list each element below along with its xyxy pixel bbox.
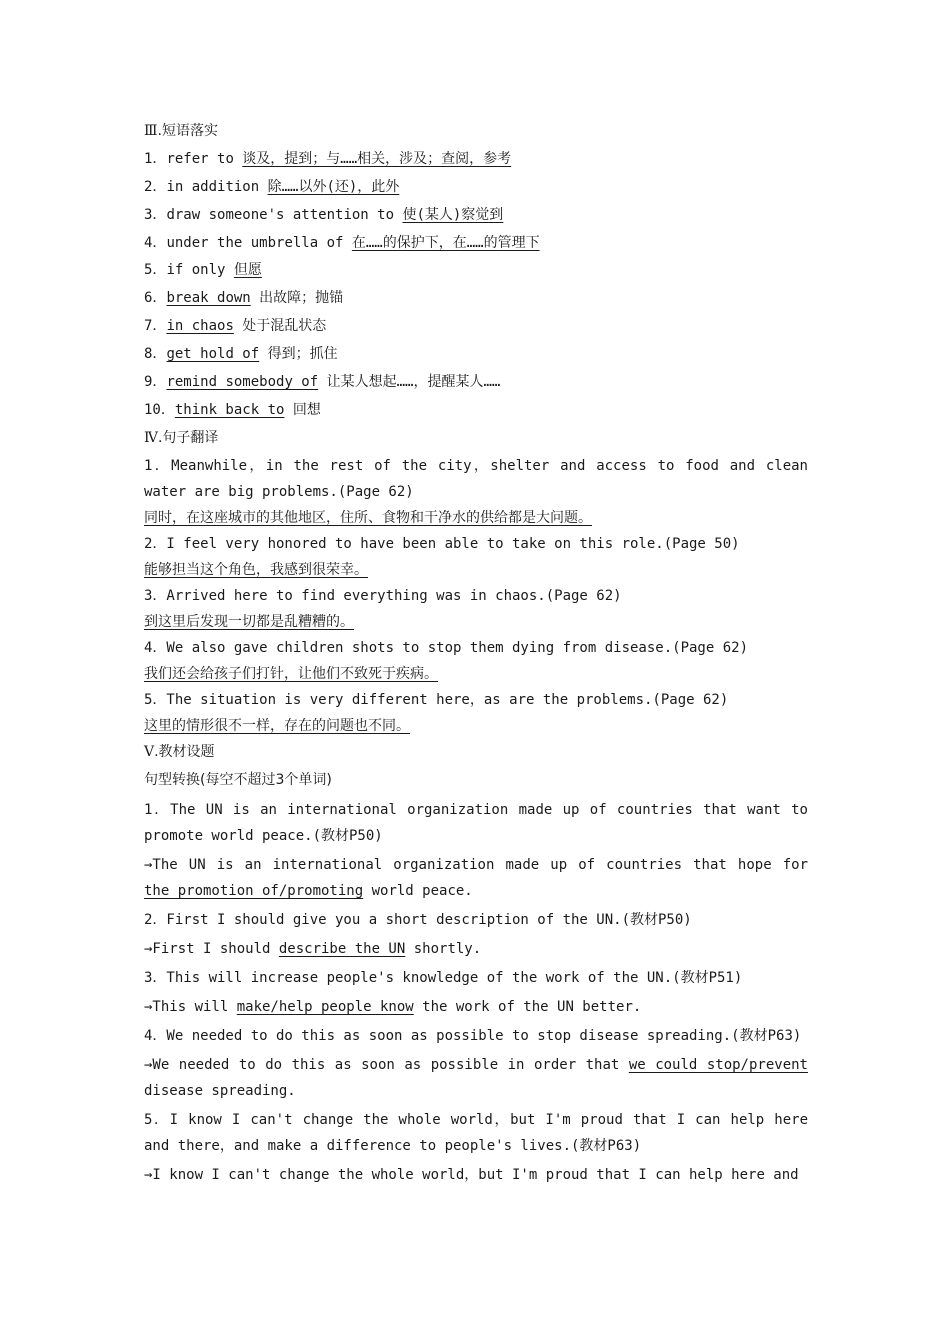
rewrite-answer: we could stop/prevent: [628, 1057, 808, 1074]
rewritten-sentence: [144, 936, 808, 962]
rewrite-answer: describe the UN: [278, 941, 406, 958]
rewrite-answer: make/help people know: [236, 999, 414, 1016]
rewrite-prefix: →I know I can't change the whole world，but I'm proud that I can help here and: [144, 1167, 799, 1184]
item-number: 9．: [144, 374, 167, 391]
translation-row: [144, 713, 808, 739]
sentence-conversion-list: [144, 797, 808, 1188]
phrase-prompt: 回想: [284, 401, 321, 418]
phrase-item: [144, 146, 808, 174]
chinese-translation: 我们还会给孩子们打针，让他们不致死于疾病。: [144, 665, 438, 682]
translation-row: [144, 505, 808, 531]
rewrite-prefix: →First I should: [144, 941, 279, 958]
original-sentence: 3．This will increase people's knowledge of the work of the UN.(教材P51): [144, 970, 743, 987]
rewritten-sentence: [144, 994, 808, 1020]
phrase-answer: get hold of: [166, 346, 260, 363]
original-sentence: 4．We needed to do this as soon as possible to stop disease spreading.(教材P63): [144, 1028, 802, 1045]
rewrite-prefix: →This will: [144, 999, 237, 1016]
item-number: 1．: [144, 150, 167, 167]
phrase-prompt: draw someone's attention to: [166, 206, 403, 223]
item-number: 7．: [144, 318, 167, 335]
item-number: 4．: [144, 234, 167, 251]
phrase-prompt: if only: [166, 262, 234, 279]
phrase-prompt: 让某人想起……，提醒某人……: [318, 374, 501, 391]
phrase-item: [144, 174, 808, 202]
phrase-answer: 但愿: [233, 262, 262, 279]
phrase-answer: 谈及，提到；与……相关，涉及；查阅，参考: [242, 150, 512, 167]
worksheet-page: [144, 118, 808, 1188]
chinese-translation: 同时，在这座城市的其他地区，住所、食物和干净水的供给都是大问题。: [144, 509, 592, 526]
phrase-answer: 除……以外(还)，此外: [267, 178, 400, 195]
original-sentence: 5．I know I can't change the whole world，but I'm proud that I can help here and there，and make a difference to people's lives.(教材P63): [144, 1112, 808, 1155]
section-5-heading: Ⅴ.教材设题: [144, 743, 215, 760]
phrase-answer: in chaos: [166, 318, 234, 335]
phrase-item: [144, 285, 808, 313]
phrase-item: [144, 397, 808, 425]
english-sentence: 1．Meanwhile，in the rest of the city，shelter and access to food and clean water are big problems.(Page 62): [144, 457, 808, 500]
section-5-subheading: 句型转换(每空不超过3个单词): [144, 771, 332, 788]
translation-list: [144, 453, 808, 739]
english-sentence: 4．We also gave children shots to stop them dying from disease.(Page 62): [144, 639, 749, 656]
translation-row: [144, 557, 808, 583]
phrase-answer: break down: [166, 290, 251, 307]
phrase-answer: 使(某人)察觉到: [402, 206, 504, 223]
english-sentence: 5．The situation is very different here，as are the problems.(Page 62): [144, 691, 729, 708]
phrase-answer: 在……的保护下，在……的管理下: [351, 234, 540, 251]
chinese-translation: 能够担当这个角色，我感到很荣幸。: [144, 561, 368, 578]
phrase-prompt: 出故障；抛锚: [250, 290, 344, 307]
english-sentence: 3．Arrived here to find everything was in chaos.(Page 62): [144, 587, 622, 604]
phrase-prompt: refer to: [166, 150, 243, 167]
chinese-translation: 这里的情形很不一样，存在的问题也不同。: [144, 717, 410, 734]
phrase-prompt: 处于混乱状态: [233, 318, 327, 335]
phrase-item: [144, 202, 808, 230]
phrase-item: [144, 257, 808, 285]
rewrite-suffix: disease spreading.: [144, 1083, 296, 1100]
rewritten-sentence: [144, 1162, 808, 1188]
phrase-answer: remind somebody of: [166, 374, 319, 391]
section-3-heading: Ⅲ.短语落实: [144, 123, 218, 139]
phrase-prompt: 得到；抓住: [259, 346, 338, 363]
section-4-heading: Ⅳ.句子翻译: [144, 429, 219, 446]
rewrite-suffix: shortly.: [405, 941, 482, 958]
phrase-item: [144, 369, 808, 397]
original-sentence: 1．The UN is an international organization made up of countries that want to promote world peace.(教材P50): [144, 802, 808, 845]
phrase-answer: think back to: [174, 401, 285, 418]
phrase-list: [144, 146, 808, 425]
item-number: 10．: [144, 401, 175, 418]
phrase-item: [144, 341, 808, 369]
item-number: 8．: [144, 346, 167, 363]
rewrite-suffix: world peace.: [363, 883, 473, 900]
phrase-prompt: under the umbrella of: [166, 234, 352, 251]
item-number: 3．: [144, 206, 167, 223]
phrase-prompt: in addition: [166, 178, 268, 195]
rewritten-sentence: [144, 1052, 808, 1104]
rewrite-suffix: the work of the UN better.: [413, 999, 642, 1016]
rewrite-prefix: →We needed to do this as soon as possible in order that: [144, 1057, 629, 1074]
rewritten-sentence: [144, 852, 808, 904]
item-number: 2．: [144, 178, 167, 195]
rewrite-prefix: →The UN is an international organization made up of countries that hope for: [144, 857, 808, 874]
phrase-item: [144, 313, 808, 341]
translation-row: [144, 661, 808, 687]
english-sentence: 2．I feel very honored to have been able to take on this role.(Page 50): [144, 535, 740, 552]
original-sentence: 2．First I should give you a short description of the UN.(教材P50): [144, 912, 692, 929]
item-number: 5．: [144, 262, 167, 279]
item-number: 6．: [144, 290, 167, 307]
rewrite-answer: the promotion of/promoting: [144, 883, 364, 900]
translation-row: [144, 609, 808, 635]
chinese-translation: 到这里后发现一切都是乱糟糟的。: [144, 613, 354, 630]
phrase-item: [144, 230, 808, 258]
